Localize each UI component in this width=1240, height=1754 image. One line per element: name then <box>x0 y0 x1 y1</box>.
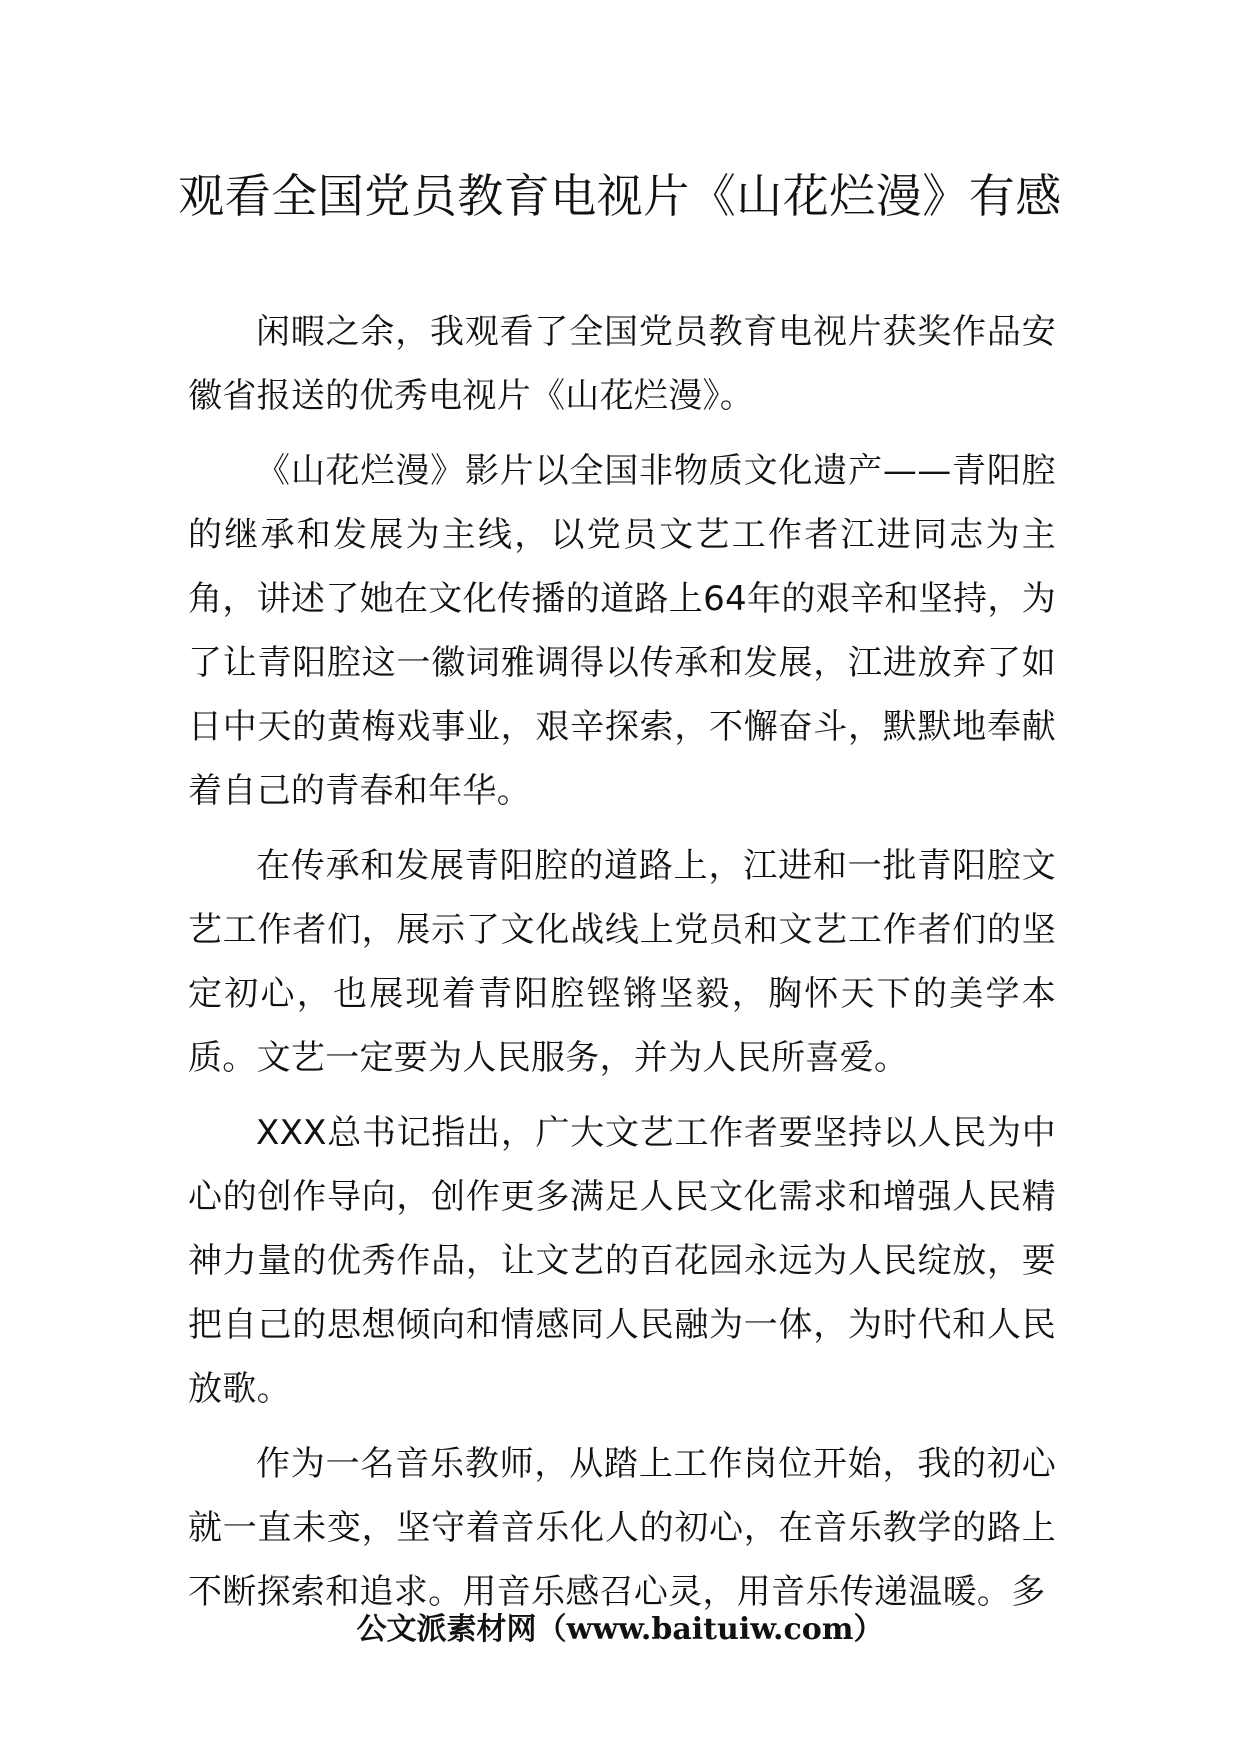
page-footer-source: 公文派素材网（www.baituiw.com） <box>356 1612 884 1647</box>
paragraph-1: 闲暇之余，我观看了全国党员教育电视片获奖作品安徽省报送的优秀电视片《山花烂漫》。 <box>188 312 1056 416</box>
document-body <box>188 300 1056 1635</box>
document-title: 观看全国党员教育电视片《山花烂漫》有感 <box>178 169 1062 223</box>
paragraph-4: XXX总书记指出，广大文艺工作者要坚持以人民为中心的创作导向，创作更多满足人民文化需求和增强人民精神力量的优秀作品，让文艺的百花园永远为人民绽放，要把自己的思想倾向和情感同人民融为一体，为时代和人民放歌。 <box>188 1113 1056 1409</box>
paragraph-5: 作为一名音乐教师，从踏上工作岗位开始，我的初心就一直未变，坚守着音乐化人的初心，在音乐教学的路上不断探索和追求。用音乐感召心灵，用音乐传递温暖。多 <box>188 1444 1056 1612</box>
paragraph-3: 在传承和发展青阳腔的道路上，江进和一批青阳腔文艺工作者们，展示了文化战线上党员和文艺工作者们的坚定初心，也展现着青阳腔铿锵坚毅，胸怀天下的美学本质。文艺一定要为人民服务，并为人民所喜爱。 <box>188 846 1056 1078</box>
paragraph-2: 《山花烂漫》影片以全国非物质文化遗产——青阳腔的继承和发展为主线，以党员文艺工作者江进同志为主角，讲述了她在文化传播的道路上64年的艰辛和坚持，为了让青阳腔这一徽词雅调得以传承和发展，江进放弃了如日中天的黄梅戏事业，艰辛探索，不懈奋斗，默默地奉献着自己的青春和年华。 <box>188 451 1056 811</box>
